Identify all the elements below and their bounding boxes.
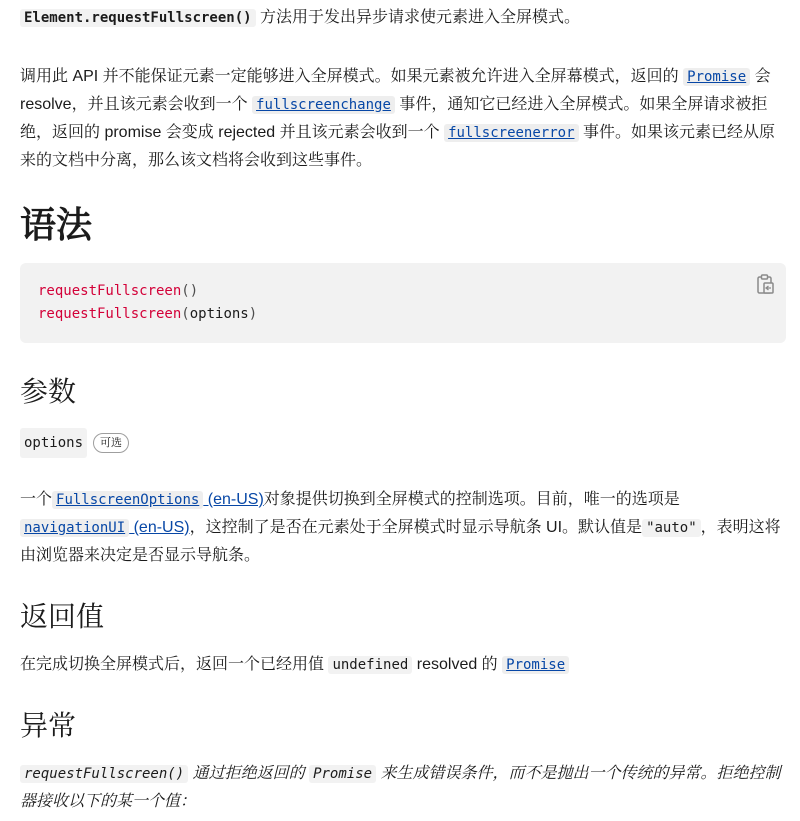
fullscreenoptions-link[interactable] xyxy=(52,491,264,508)
clipboard-icon xyxy=(756,273,776,297)
optional-badge: 可选 xyxy=(93,433,129,453)
params-text-4: ，表明这将由浏览器来决定是否显示导航条。 xyxy=(20,519,781,564)
intro-paragraph xyxy=(20,4,790,32)
return-heading: 返回值 xyxy=(20,601,105,632)
code-param: options xyxy=(189,306,249,322)
params-heading: 参数 xyxy=(20,376,77,407)
return-promise-link[interactable] xyxy=(502,656,569,673)
code-line-2 xyxy=(38,303,257,326)
navigationui-code: navigationUI xyxy=(20,519,129,537)
code-line-1 xyxy=(38,280,257,303)
fullscreenerror-code: fullscreenerror xyxy=(444,124,578,142)
return-text-2: resolved 的 xyxy=(412,656,503,673)
desc-text-2: 会 resolve，并且该元素会收到一个 xyxy=(20,68,771,113)
params-text-2: 对象提供切换到全屏模式的控制选项。目前，唯一的选项是 xyxy=(263,491,680,508)
method-desc: 方法用于发出异步请求使元素进入全屏模式。 xyxy=(255,9,581,26)
fullscreenerror-link[interactable] xyxy=(444,124,578,141)
code-fn-name: requestFullscreen xyxy=(38,283,182,299)
code-lines xyxy=(38,280,257,326)
description-paragraph xyxy=(20,63,790,175)
return-promise-code: Promise xyxy=(502,656,569,674)
fullscreenchange-link[interactable] xyxy=(252,96,395,113)
exceptions-heading: 异常 xyxy=(20,710,77,741)
param-term xyxy=(20,428,129,458)
fullscreenchange-code: fullscreenchange xyxy=(252,96,395,114)
code-paren-open: ( xyxy=(181,306,190,322)
promise-link[interactable] xyxy=(683,68,750,85)
method-code: Element.requestFullscreen() xyxy=(20,9,256,27)
desc-text-3: 事件，通知它已经进入全屏模式。如果全屏请求被拒绝，返回的 promise 会变成 rejected 并且该元素会收到一个 xyxy=(20,96,768,141)
promise-link-code: Promise xyxy=(683,68,750,86)
syntax-code-block xyxy=(20,263,786,343)
exceptions-code-1: requestFullscreen() xyxy=(20,765,188,783)
exceptions-description xyxy=(20,760,790,816)
param-name: options xyxy=(20,428,87,458)
exceptions-text-1: 通过拒绝返回的 xyxy=(188,765,310,782)
exceptions-text-2: 来生成错误条件，而不是抛出一个传统的异常。拒绝控制器接收以下的某一个值： xyxy=(20,765,781,810)
return-text-1: 在完成切换全屏模式后，返回一个已经用值 xyxy=(20,656,329,673)
copy-button[interactable] xyxy=(756,273,776,297)
code-paren-close: ) xyxy=(248,306,258,322)
exceptions-code-2: Promise xyxy=(309,765,376,783)
navigationui-link[interactable] xyxy=(20,519,190,536)
code-fn-name: requestFullscreen xyxy=(38,306,182,322)
desc-text-4: 事件。如果该元素已经从原来的文档中分离，那么该文档将会收到这些事件。 xyxy=(20,124,775,169)
navigationui-lang: (en-US) xyxy=(129,519,190,536)
auto-value: "auto" xyxy=(642,519,701,537)
params-text-1: 一个 xyxy=(20,491,53,508)
params-text-3: ，这控制了是否在元素处于全屏模式时显示导航条 UI。默认值是 xyxy=(189,519,643,536)
params-description xyxy=(20,486,790,570)
undefined-value: undefined xyxy=(328,656,412,674)
fullscreenoptions-lang: (en-US) xyxy=(203,491,264,508)
return-description xyxy=(20,651,790,679)
fullscreenoptions-code: FullscreenOptions xyxy=(52,491,203,509)
desc-text-1: 调用此 API 并不能保证元素一定能够进入全屏模式。如果元素被允许进入全屏幕模式，返回的 xyxy=(20,68,684,85)
syntax-heading: 语法 xyxy=(20,204,93,245)
code-args: () xyxy=(181,283,199,299)
